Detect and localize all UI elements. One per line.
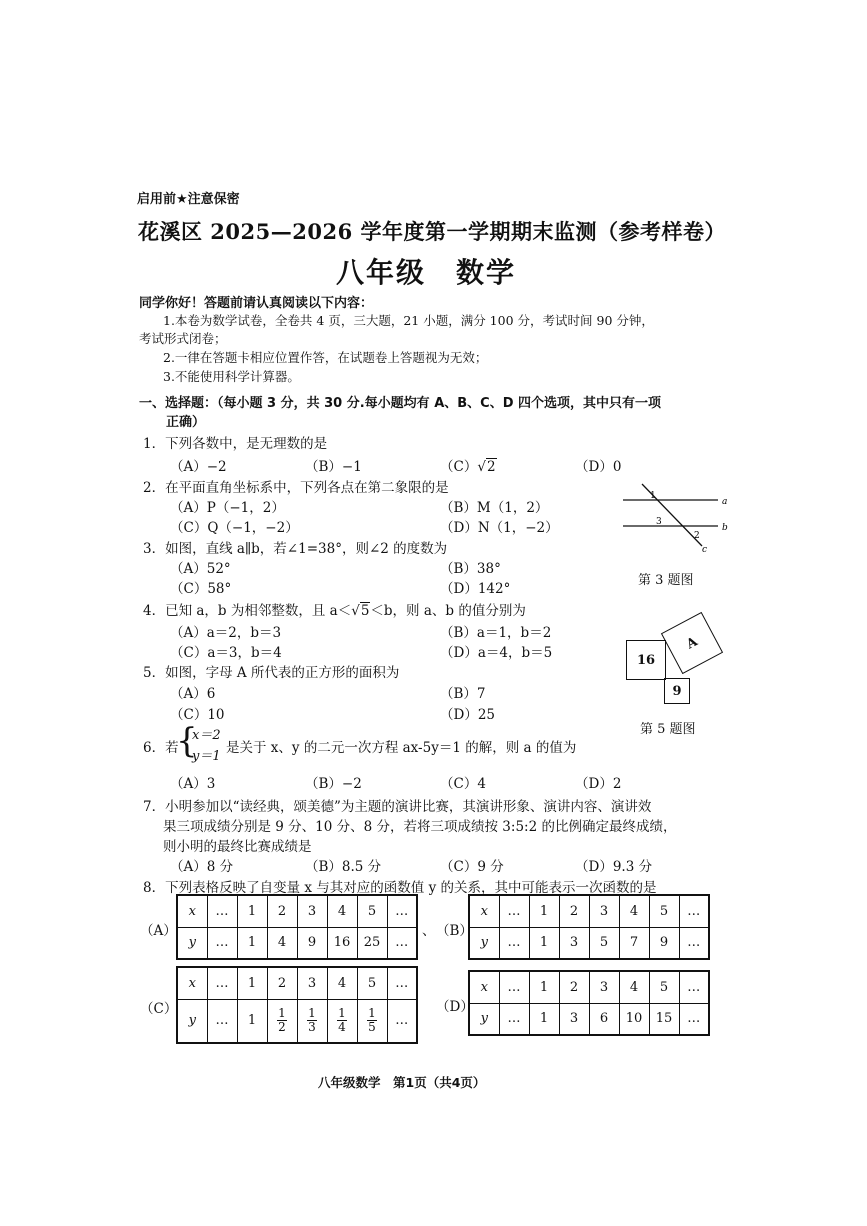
table-row: [469, 895, 709, 927]
table-row: [177, 927, 417, 959]
table-cell: 1: [237, 895, 267, 927]
table-cell: x: [469, 971, 499, 1003]
table-cell: 7: [619, 927, 649, 959]
confidential-note: 启用前★注意保密: [137, 192, 240, 207]
instruction-item-1-cont: 考试形式闭卷；: [139, 331, 227, 346]
label-b: b: [722, 523, 728, 533]
table-cell: 1: [529, 971, 559, 1003]
table-cell: 5: [649, 895, 679, 927]
q8-stem: 8．下列表格反映了自变量 x 与其对应的函数值 y 的关系，其中可能表示一次函数的是: [143, 880, 657, 896]
table-cell: 3: [297, 967, 327, 999]
q1-option-c: [440, 455, 497, 475]
square-16: 16: [626, 640, 666, 680]
q1-option-c-label: （C）: [440, 459, 478, 475]
q4-radicand: 5: [360, 603, 370, 619]
label-a: a: [722, 497, 728, 507]
q8-label-a: （A）: [140, 923, 177, 939]
q2-option-d: （D）N（1，−2）: [440, 520, 559, 536]
table-cell: x: [469, 895, 499, 927]
table-cell: [297, 999, 327, 1043]
table-cell: [267, 999, 297, 1043]
q5-stem: 5．如图，字母 A 所代表的正方形的面积为: [143, 665, 400, 681]
q2-option-a: （A）P（−1，2）: [170, 500, 285, 516]
table-cell: …: [499, 971, 529, 1003]
instruction-item-3: 3.不能使用科学计算器。: [163, 369, 300, 384]
table-cell: 1: [237, 927, 267, 959]
label-1: 1: [650, 491, 656, 501]
q6-stem: 是关于 x、y 的二元一次方程 ax-5y＝1 的解，则 a 的值为: [226, 740, 577, 756]
table-row: [177, 895, 417, 927]
table-cell: …: [387, 927, 417, 959]
q6-system-line-2: y＝1: [192, 749, 221, 764]
q5-option-c: （C）10: [170, 707, 225, 723]
table-cell: …: [387, 895, 417, 927]
table-cell: x: [177, 967, 207, 999]
table-cell: x: [177, 895, 207, 927]
q7-stem-line-2: 果三项成绩分别是 9 分、10 分、8 分，若将三项成绩按 3:5:2 的比例确定最终成绩，: [163, 819, 677, 835]
table-cell: …: [679, 1003, 709, 1035]
label-3: 3: [656, 517, 662, 527]
q6-number: 6．若: [143, 740, 179, 756]
q2-option-c: （C）Q（−1，−2）: [170, 520, 299, 536]
table-cell: 3: [589, 971, 619, 1003]
table-cell: 5: [357, 967, 387, 999]
table-cell: …: [387, 999, 417, 1043]
table-cell: 5: [589, 927, 619, 959]
q7-option-c: （C）9 分: [440, 859, 504, 875]
page-footer: 八年级数学 第1页（共4页）: [318, 1075, 486, 1090]
table-row: [469, 971, 709, 1003]
q1-option-a: （A）−2: [170, 459, 227, 475]
table-cell: …: [499, 1003, 529, 1035]
q8-label-d: （D）: [436, 999, 474, 1015]
q4-option-c: （C）a＝3，b＝4: [170, 645, 282, 661]
q8-table-b: [468, 894, 710, 960]
q8-table-a: [176, 894, 418, 960]
label-c: c: [702, 545, 708, 555]
table-cell: 25: [357, 927, 387, 959]
instruction-item-2: 2.一律在答题卡相应位置作答，在试题卷上答题视为无效；: [163, 350, 488, 365]
q1-option-b: （B）−1: [305, 459, 362, 475]
table-cell: 6: [589, 1003, 619, 1035]
table-cell: …: [679, 927, 709, 959]
q7-option-a: （A）8 分: [170, 859, 234, 875]
q1-option-d: （D）0: [575, 459, 622, 475]
table-cell: 3: [559, 1003, 589, 1035]
q3-option-a: （A）52°: [170, 561, 231, 577]
label-2: 2: [694, 531, 700, 541]
q3-option-c: （C）58°: [170, 581, 232, 597]
table-row: [177, 967, 417, 999]
q7-stem-line-1: 7．小明参加以“读经典，颂美德”为主题的演讲比赛，其演讲形象、演讲内容、演讲效: [143, 799, 652, 815]
q2-stem: 2．在平面直角坐标系中，下列各点在第二象限的是: [143, 480, 449, 496]
table-cell: 4: [327, 967, 357, 999]
table-cell: [357, 999, 387, 1043]
table-row: [469, 1003, 709, 1035]
q7-option-b: （B）8.5 分: [305, 859, 382, 875]
q6-option-b: （B）−2: [305, 776, 362, 792]
table-cell: y: [469, 1003, 499, 1035]
q8-separator: 、: [422, 923, 436, 939]
q6-option-a: （A）3: [170, 776, 216, 792]
q7-option-d: （D）9.3 分: [575, 859, 653, 875]
q6-option-d: （D）2: [575, 776, 622, 792]
sqrt-symbol: √: [477, 459, 486, 475]
square-9: 9: [664, 678, 690, 704]
table-cell: 1: [237, 967, 267, 999]
table-cell: …: [679, 895, 709, 927]
table-cell: 4: [267, 927, 297, 959]
instructions-greeting: 同学你好！答题前请认真阅读以下内容：: [139, 296, 374, 311]
table-cell: 5: [357, 895, 387, 927]
q5-figure-caption: 第 5 题图: [640, 722, 696, 737]
table-cell: 4: [619, 895, 649, 927]
q5-option-a: （A）6: [170, 686, 216, 702]
q2-option-b: （B）M（1，2）: [440, 500, 549, 516]
table-cell: …: [207, 967, 237, 999]
q4-option-a: （A）a＝2，b＝3: [170, 625, 282, 641]
q3-stem: 3．如图，直线 a∥b，若∠1=38°，则∠2 的度数为: [143, 541, 448, 557]
q4-stem-suffix: ＜b，则 a、b 的值分别为: [370, 603, 526, 619]
table-cell: …: [207, 895, 237, 927]
q6-system-line-1: x＝2: [192, 728, 221, 743]
q6-option-c: （C）4: [440, 776, 486, 792]
table-cell: 10: [619, 1003, 649, 1035]
q8-label-c: （C）: [140, 1001, 178, 1017]
table-cell: y: [177, 927, 207, 959]
table-cell: …: [207, 999, 237, 1043]
square-a: [661, 612, 723, 674]
fraction: $\frac{1}{4}$: [338, 1006, 346, 1035]
table-cell: …: [679, 971, 709, 1003]
instruction-item-1: 1.本卷为数学试卷，全卷共 4 页，三大题，21 小题，满分 100 分，考试时间 90 分钟，: [163, 313, 654, 328]
q7-stem-line-3: 则小明的最终比赛成绩是: [163, 839, 312, 855]
table-cell: [327, 999, 357, 1043]
q5-option-b: （B）7: [440, 686, 486, 702]
table-cell: …: [207, 927, 237, 959]
q4-option-b: （B）a＝1，b＝2: [440, 625, 552, 641]
q4-stem-prefix: 4．已知 a，b 为相邻整数，且 a＜: [143, 603, 352, 619]
system-brace: {: [176, 721, 198, 761]
table-cell: 1: [529, 1003, 559, 1035]
table-cell: 1: [529, 927, 559, 959]
table-cell: 2: [267, 967, 297, 999]
q3-option-d: （D）142°: [440, 581, 511, 597]
q3-figure: [618, 478, 728, 558]
table-cell: 16: [327, 927, 357, 959]
exam-title: 花溪区 2025—2026 学年度第一学期期末监测（参考样卷）: [138, 219, 727, 244]
q3-figure-caption: 第 3 题图: [638, 573, 694, 588]
section-heading: 一、选择题：（每小题 3 分，共 30 分.每小题均有 A、B、C、D 四个选项，其中只有一项: [139, 396, 662, 411]
q5-option-d: （D）25: [440, 707, 496, 723]
fraction: $\frac{1}{2}$: [278, 1006, 286, 1035]
table-cell: …: [387, 967, 417, 999]
table-row: [469, 927, 709, 959]
table-cell: 2: [559, 895, 589, 927]
table-cell: 3: [297, 895, 327, 927]
fraction: $\frac{1}{3}$: [308, 1006, 316, 1035]
q8-table-c: [176, 966, 418, 1044]
fraction: $\frac{1}{5}$: [368, 1006, 376, 1035]
table-cell: 1: [237, 999, 267, 1043]
table-cell: 4: [327, 895, 357, 927]
table-cell: 3: [559, 927, 589, 959]
table-cell: 15: [649, 1003, 679, 1035]
table-cell: …: [499, 927, 529, 959]
q1-option-c-radicand: 2: [486, 459, 496, 475]
table-cell: y: [469, 927, 499, 959]
table-cell: 4: [619, 971, 649, 1003]
q3-option-b: （B）38°: [440, 561, 501, 577]
table-cell: …: [499, 895, 529, 927]
q4-stem: [143, 599, 526, 619]
subject-title: 八年级 数学: [336, 256, 517, 289]
sqrt-symbol: √: [351, 603, 360, 619]
section-heading-cont: 正确）: [166, 415, 206, 430]
q1-stem: 1．下列各数中，是无理数的是: [143, 436, 328, 452]
table-cell: 3: [589, 895, 619, 927]
q8-label-b: （B）: [436, 923, 473, 939]
q4-option-d: （D）a＝4，b＝5: [440, 645, 553, 661]
table-cell: y: [177, 999, 207, 1043]
table-row: [177, 999, 417, 1043]
table-cell: 9: [297, 927, 327, 959]
q5-figure: [622, 610, 722, 705]
table-cell: 2: [559, 971, 589, 1003]
square-a-label: A: [684, 634, 700, 652]
table-cell: 1: [529, 895, 559, 927]
table-cell: 2: [267, 895, 297, 927]
table-cell: 9: [649, 927, 679, 959]
q8-table-d: [468, 970, 710, 1036]
table-cell: 5: [649, 971, 679, 1003]
